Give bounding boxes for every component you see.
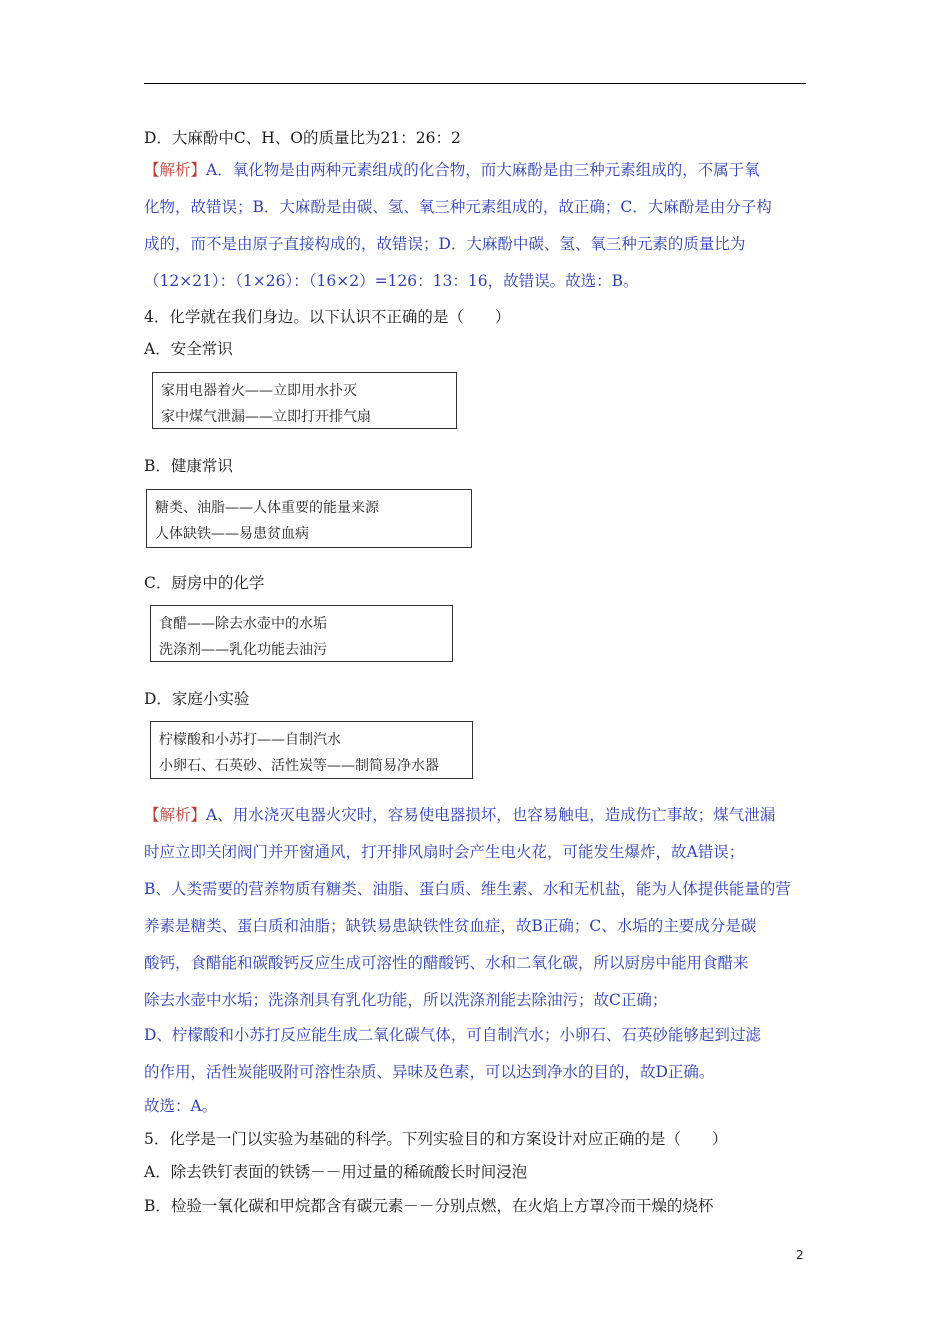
box-line: 食醋——除去水壶中的水垢: [159, 616, 327, 632]
box-line: 糖类、油脂——人体重要的能量来源: [155, 500, 379, 516]
box-line: 家用电器着火——立即用水扑灭: [161, 383, 357, 399]
box-line: 洗涤剂——乳化功能去油污: [159, 642, 327, 658]
box-line: 家中煤气泄漏——立即打开排气扇: [161, 409, 371, 425]
option-d: D．大麻酚中C、H、O的质量比为21：26：2: [144, 129, 461, 147]
explanation-4-line-3: B、人类需要的营养物质有糖类、油脂、蛋白质、维生素、水和无机盐，能为人体提供能量的营: [144, 880, 791, 898]
explanation-4-line-7: D、柠檬酸和小苏打反应能生成二氧化碳气体，可自制汽水；小卵石、石英砂能够起到过滤: [144, 1026, 761, 1044]
explanation-4-line-8: 的作用，活性炭能吸附可溶性杂质、异味及色素，可以达到净水的目的，故D正确。: [144, 1063, 715, 1081]
box-health: [146, 489, 472, 548]
explanation-tag: 【解析】: [144, 161, 207, 179]
explanation-3-line-2: 化物，故错误；B．大麻酚是由碳、氢、氧三种元素组成的，故正确；C．大麻酚是由分子构: [144, 198, 772, 216]
header-rule: [144, 83, 806, 84]
explanation-4-line-4: 养素是糖类、蛋白质和油脂；缺铁易患缺铁性贫血症，故B正确；C、水垢的主要成分是碳: [144, 917, 757, 935]
box-kitchen: [150, 605, 453, 662]
explanation-text: A．氧化物是由两种元素组成的化合物，而大麻酚是由三种元素组成的，不属于氧: [206, 161, 760, 179]
question-5-option-a: A．除去铁钉表面的铁锈－－用过量的稀硫酸长时间浸泡: [144, 1163, 528, 1181]
box-line: 小卵石、石英砂、活性炭等——制简易净水器: [159, 758, 439, 774]
box-experiment: [150, 721, 473, 779]
question-4-option-d: D．家庭小实验: [144, 690, 250, 708]
question-5: 5．化学是一门以实验为基础的科学。下列实验目的和方案设计对应正确的是（ ）: [144, 1130, 728, 1148]
question-4-option-a: A．安全常识: [144, 340, 233, 358]
question-4: 4．化学就在我们身边。以下认识不正确的是（ ）: [144, 308, 511, 326]
explanation-4-line-6: 除去水壶中水垢；洗涤剂具有乳化功能，所以洗涤剂能去除油污；故C正确；: [144, 991, 668, 1009]
box-line: 人体缺铁——易患贫血病: [155, 526, 309, 542]
explanation-3-line-1: [144, 160, 760, 180]
explanation-3-line-4: （12×21）：（1×26）：（16×2）=126：13：16，故错误。故选：B。: [144, 272, 639, 290]
explanation-tag: 【解析】: [144, 806, 207, 824]
explanation-4-answer: 故选：A。: [144, 1097, 218, 1115]
page-number: 2: [796, 1248, 804, 1262]
question-5-option-b: B．检验一氧化碳和甲烷都含有碳元素－－分别点燃，在火焰上方罩冷而干燥的烧杯: [144, 1197, 714, 1215]
box-safety: [152, 372, 457, 429]
box-line: 柠檬酸和小苏打——自制汽水: [159, 732, 341, 748]
explanation-text: A、用水浇灭电器火灾时，容易使电器损坏，也容易触电，造成伤亡事故；煤气泄漏: [206, 806, 776, 824]
question-4-option-c: C．厨房中的化学: [144, 574, 265, 592]
explanation-4-line-5: 酸钙，食醋能和碳酸钙反应生成可溶性的醋酸钙、水和二氧化碳，所以厨房中能用食醋来: [144, 954, 749, 972]
explanation-4-line-2: 时应立即关闭阀门并开窗通风，打开排风扇时会产生电火花，可能发生爆炸，故A错误；: [144, 843, 745, 861]
question-4-option-b: B．健康常识: [144, 457, 233, 475]
explanation-4-line-1: [144, 805, 775, 825]
explanation-3-line-3: 成的，而不是由原子直接构成的，故错误；D．大麻酚中碳、氢、氧三种元素的质量比为: [144, 235, 746, 253]
